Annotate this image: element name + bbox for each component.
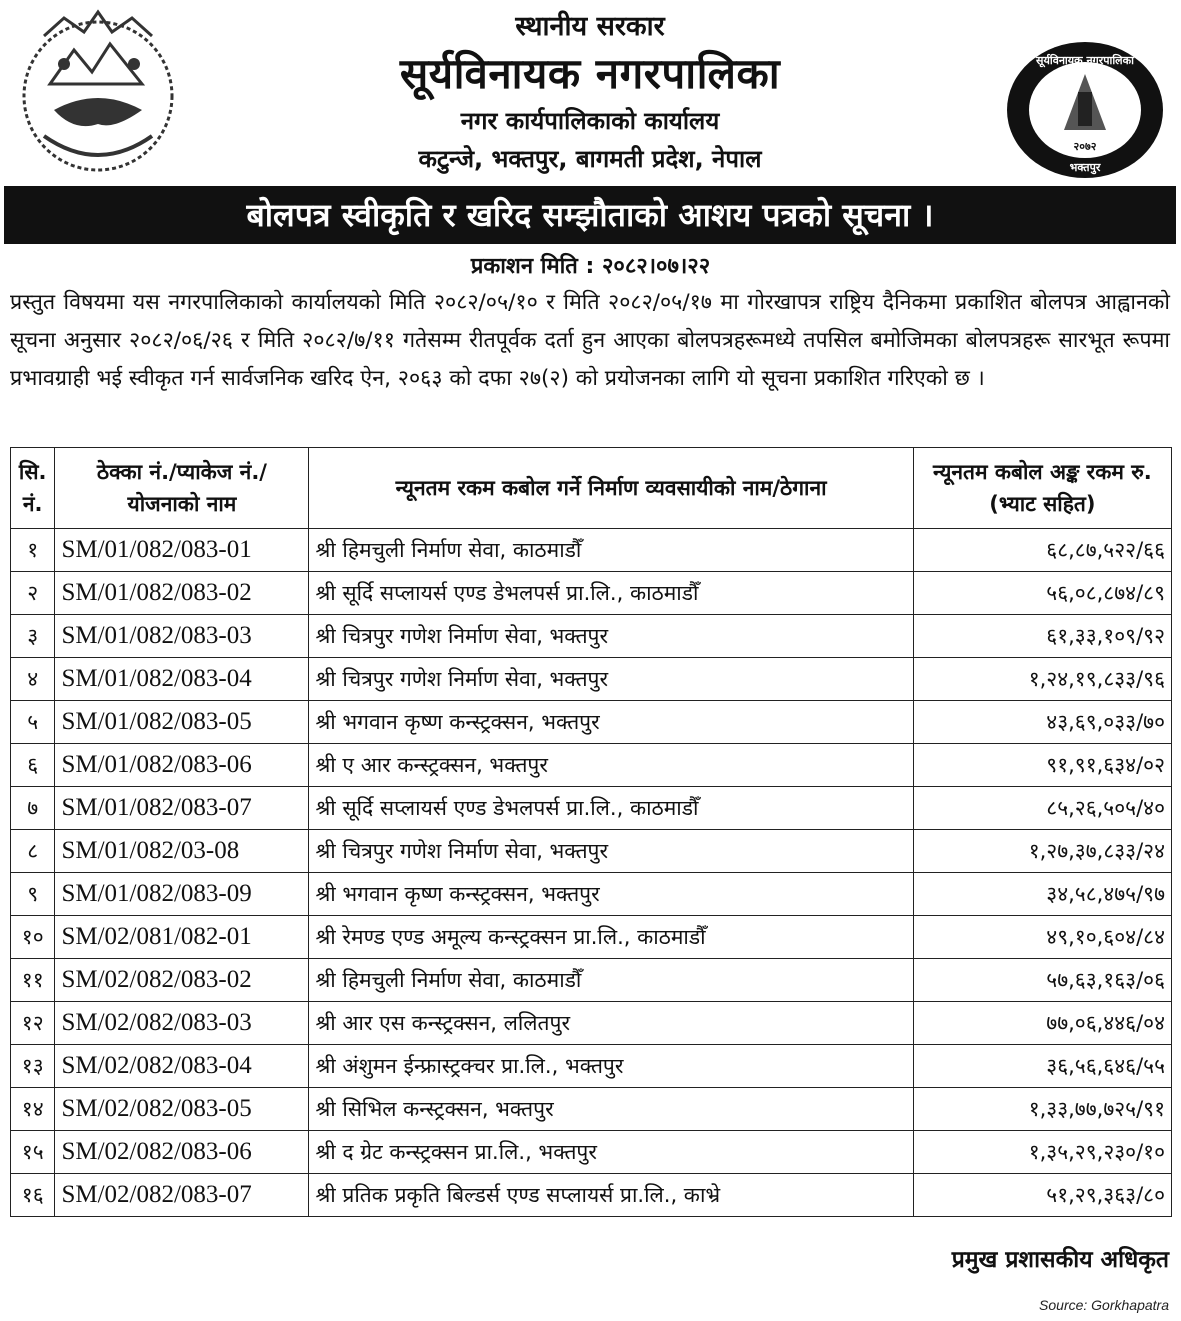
row-sn: १० [11,916,55,959]
header-package: ठेक्का नं./प्याकेज नं./ योजनाको नाम [55,448,309,529]
bid-table [10,447,1172,1217]
row-amount: ४९,१०,६०४/८४ [913,916,1171,959]
table-row [11,744,1172,787]
header-contractor: न्यूनतम रकम कबोल गर्ने निर्माण व्यवसायीको नाम/ठेगाना [309,448,913,529]
row-amount: १,३३,७७,७२५/९१ [913,1088,1171,1131]
header-sn: सि. नं. [11,448,55,529]
header-amount: न्यूनतम कबोल अङ्क रकम रु. (भ्याट सहित) [913,448,1171,529]
row-amount: १,२७,३७,८३३/२४ [913,830,1171,873]
row-sn: ९ [11,873,55,916]
row-contractor: श्री चित्रपुर गणेश निर्माण सेवा, भक्तपुर [309,615,913,658]
row-package-number: SM/02/081/082-01 [55,916,309,959]
row-package-number: SM/02/082/083-04 [55,1045,309,1088]
row-amount: ७७,०६,४४६/०४ [913,1002,1171,1045]
row-amount: ३६,५६,६४६/५५ [913,1045,1171,1088]
row-contractor: श्री भगवान कृष्ण कन्स्ट्रक्सन, भक्तपुर [309,873,913,916]
row-package-number: SM/01/082/03-08 [55,830,309,873]
row-amount: ५६,०८,८७४/८९ [913,572,1171,615]
table-header-row [11,448,1172,529]
row-sn: ८ [11,830,55,873]
row-contractor: श्री चित्रपुर गणेश निर्माण सेवा, भक्तपुर [309,830,913,873]
office-address: कटुन्जे, भक्तपुर, बागमती प्रदेश, नेपाल [418,145,762,173]
office-name: नगर कार्यपालिकाको कार्यालय [460,107,720,135]
row-amount: ४३,६९,०३३/७० [913,701,1171,744]
table-row [11,701,1172,744]
source-credit: Source: Gorkhapatra [1039,1297,1169,1313]
row-contractor: श्री चित्रपुर गणेश निर्माण सेवा, भक्तपुर [309,658,913,701]
row-contractor: श्री अंशुमन ईन्फ्रास्ट्रक्चर प्रा.लि., भक्तपुर [309,1045,913,1088]
row-amount: १,३५,२९,२३०/१० [913,1131,1171,1174]
table-row [11,529,1172,572]
row-contractor: श्री सूर्दि सप्लायर्स एण्ड डेभलपर्स प्रा.लि., काठमाडौँ [309,787,913,830]
table-row [11,916,1172,959]
notice-header [0,0,1181,185]
row-sn: १ [11,529,55,572]
row-contractor: श्री हिमचुली निर्माण सेवा, काठमाडौँ [309,529,913,572]
row-amount: १,२४,१९,८३३/९६ [913,658,1171,701]
row-package-number: SM/02/082/083-03 [55,1002,309,1045]
table-row [11,572,1172,615]
row-amount: ६१,३३,१०९/९२ [913,615,1171,658]
row-sn: १५ [11,1131,55,1174]
row-sn: १२ [11,1002,55,1045]
row-contractor: श्री ए आर कन्स्ट्रक्सन, भक्तपुर [309,744,913,787]
row-package-number: SM/01/082/083-09 [55,873,309,916]
row-sn: ६ [11,744,55,787]
logo-year-text: २०७२ [1073,140,1097,153]
table-row [11,1174,1172,1217]
publication-date: प्रकाशन मिति : २०८२।०७।२२ [470,254,711,279]
row-amount: ३४,५८,४७५/९७ [913,873,1171,916]
notice-title: बोलपत्र स्वीकृति र खरिद सम्झौताको आशय पत्रको सूचना । [4,186,1176,244]
row-amount: ८५,२६,५०५/४० [913,787,1171,830]
row-package-number: SM/01/082/083-02 [55,572,309,615]
row-package-number: SM/02/082/083-02 [55,959,309,1002]
row-sn: ४ [11,658,55,701]
table-row [11,787,1172,830]
table-row [11,1131,1172,1174]
logo-top-text: सूर्यविनायक नगरपालिका [1036,54,1134,67]
row-amount: ६८,८७,५२२/६६ [913,529,1171,572]
row-contractor: श्री रेमण्ड एण्ड अमूल्य कन्स्ट्रक्सन प्रा.लि., काठमाडौँ [309,916,913,959]
row-sn: १४ [11,1088,55,1131]
row-sn: २ [11,572,55,615]
row-package-number: SM/01/082/083-01 [55,529,309,572]
municipality-name: सूर्यविनायक नगरपालिका [399,49,781,98]
row-package-number: SM/01/082/083-05 [55,701,309,744]
row-amount: ९१,९१,६३४/०२ [913,744,1171,787]
row-package-number: SM/02/082/083-06 [55,1131,309,1174]
table-row [11,1045,1172,1088]
row-package-number: SM/01/082/083-06 [55,744,309,787]
row-sn: १६ [11,1174,55,1217]
table-row [11,959,1172,1002]
row-package-number: SM/01/082/083-04 [55,658,309,701]
row-sn: ३ [11,615,55,658]
row-amount: ५१,२९,३६३/८० [913,1174,1171,1217]
table-row [11,1088,1172,1131]
row-sn: ५ [11,701,55,744]
row-contractor: श्री प्रतिक प्रकृति बिल्डर्स एण्ड सप्लायर्स प्रा.लि., काभ्रे [309,1174,913,1217]
row-package-number: SM/01/082/083-07 [55,787,309,830]
row-sn: ७ [11,787,55,830]
local-government-label: स्थानीय सरकार [515,11,665,42]
row-contractor: श्री हिमचुली निर्माण सेवा, काठमाडौँ [309,959,913,1002]
table-row [11,615,1172,658]
row-sn: ११ [11,959,55,1002]
row-contractor: श्री सिभिल कन्स्ट्रक्सन, भक्तपुर [309,1088,913,1131]
row-contractor: श्री द ग्रेट कन्स्ट्रक्सन प्रा.लि., भक्तपुर [309,1131,913,1174]
nepal-emblem-icon [14,6,182,178]
row-package-number: SM/02/082/083-07 [55,1174,309,1217]
table-row [11,1002,1172,1045]
row-contractor: श्री सूर्दि सप्लायर्स एण्ड डेभलपर्स प्रा.लि., काठमाडौँ [309,572,913,615]
signature-title: प्रमुख प्रशासकीय अधिकृत [951,1247,1169,1273]
row-sn: १३ [11,1045,55,1088]
table-row [11,830,1172,873]
municipality-logo-icon [1004,40,1166,180]
row-contractor: श्री आर एस कन्स्ट्रक्सन, ललितपुर [309,1002,913,1045]
notice-body: प्रस्तुत विषयमा यस नगरपालिकाको कार्यालयको मिति २०८२/०५/१० र मिति २०८२/०५/१७ मा गोरखापत्र राष्ट्रिय दैनिकमा प्रकाशित बोलपत्र आह्वानको सूचना अनुसार २०८२/०६/२६ र मिति २०८२/७/११ गतेसम्म रीतपूर्वक दर्ता हुन आएका बोलपत्रहरूमध्ये तपसिल बमोजिमका बोलपत्रहरू सारभूत रूपमा प्रभावग्राही भई स्वीकृत गर्न सार्वजनिक खरिद ऐन, २०६३ को दफा २७(२) को प्रयोजनका लागि यो सूचना प्रकाशित गरिएको छ । [10,290,1170,391]
row-package-number: SM/02/082/083-05 [55,1088,309,1131]
row-package-number: SM/01/082/083-03 [55,615,309,658]
table-row [11,658,1172,701]
row-contractor: श्री भगवान कृष्ण कन्स्ट्रक्सन, भक्तपुर [309,701,913,744]
logo-bottom-text: भक्तपुर [1069,161,1101,174]
row-amount: ५७,६३,१६३/०६ [913,959,1171,1002]
table-row [11,873,1172,916]
